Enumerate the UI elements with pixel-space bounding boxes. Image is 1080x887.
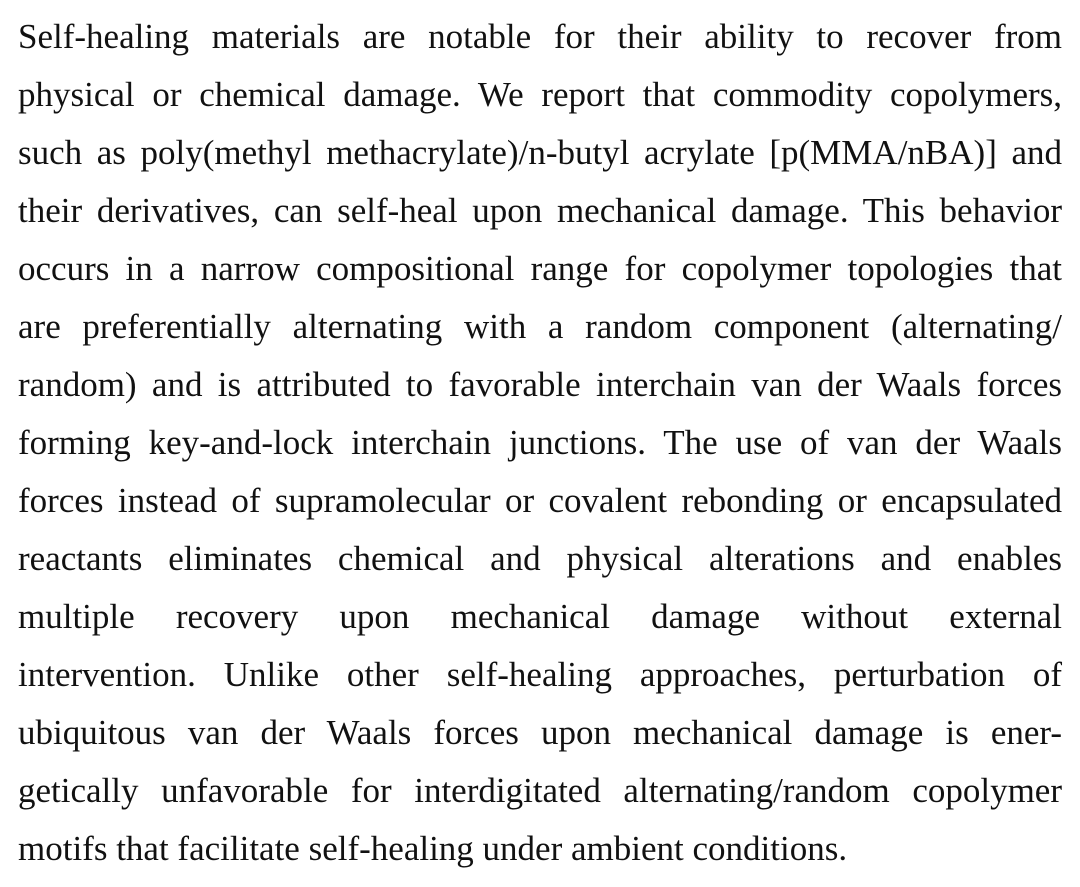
text-line: Self-healing materials are notable for their ability to recover from: [18, 17, 1062, 56]
text-line: getically unfavorable for interdigitated alternating/random copolymer: [18, 771, 1062, 810]
text-line: random) and is attributed to favorable interchain van der Waals forces: [18, 365, 1062, 404]
text-line: are preferentially alternating with a random component (alternating/: [18, 307, 1062, 346]
text-line: such as poly(methyl methacrylate)/n-butyl acrylate [p(MMA/nBA)] and: [18, 133, 1062, 172]
text-line: reactants eliminates chemical and physical alterations and enables: [18, 539, 1062, 578]
text-line: multiple recovery upon mechanical damage without external: [18, 597, 1062, 636]
text-line: motifs that facilitate self-healing under ambient conditions.: [18, 829, 848, 868]
text-line: physical or chemical damage. We report that commodity copolymers,: [18, 75, 1062, 114]
text-line: occurs in a narrow compositional range for copolymer topologies that: [18, 249, 1062, 288]
abstract-paragraph: [18, 8, 1062, 878]
text-line: ubiquitous van der Waals forces upon mechanical damage is ener-: [18, 713, 1062, 752]
text-line: intervention. Unlike other self-healing approaches, perturbation of: [18, 655, 1062, 694]
text-line: forming key-and-lock interchain junctions. The use of van der Waals: [18, 423, 1062, 462]
text-line: their derivatives, can self-heal upon mechanical damage. This behavior: [18, 191, 1062, 230]
text-line: forces instead of supramolecular or covalent rebonding or encapsulated: [18, 481, 1062, 520]
